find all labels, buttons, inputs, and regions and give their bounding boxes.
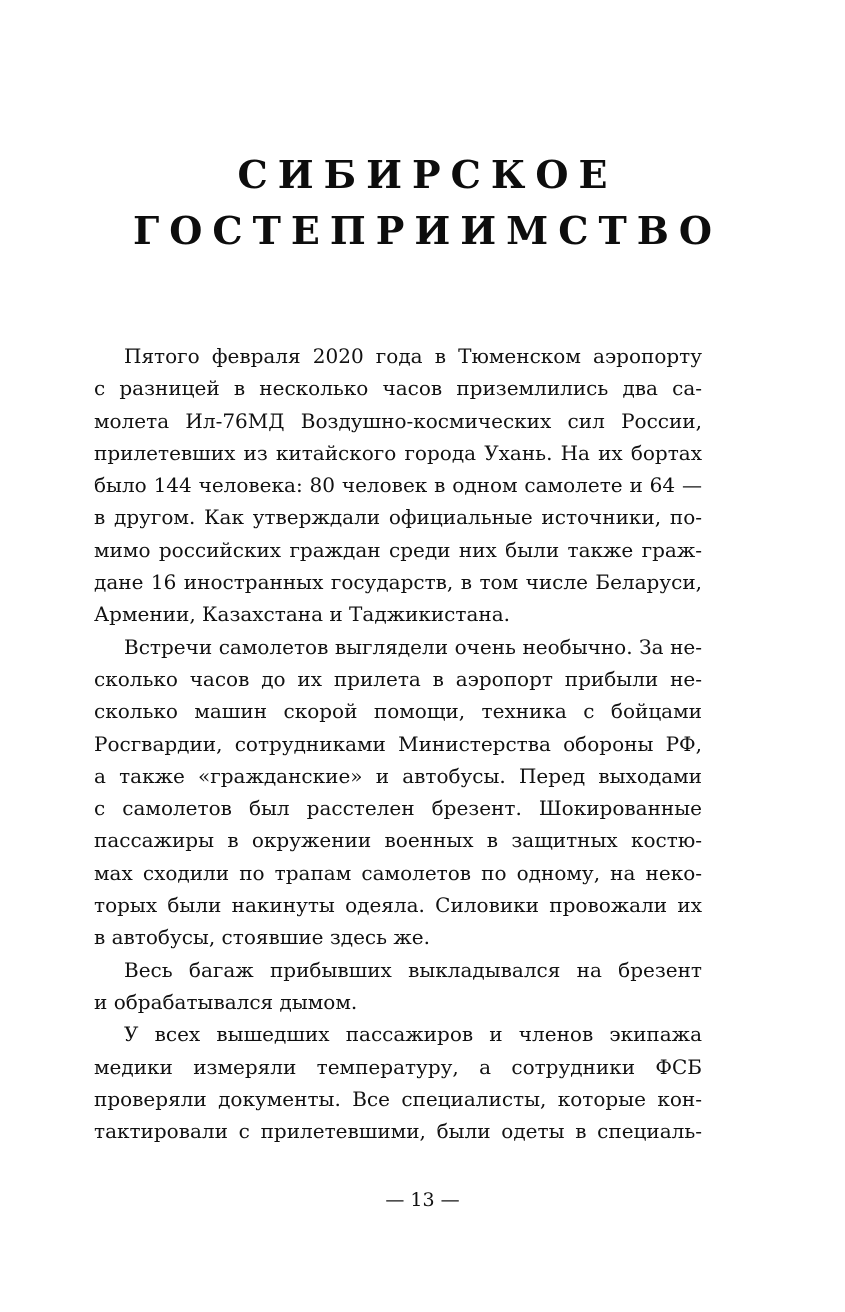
text-line: и обрабатывался дымом. — [94, 989, 358, 1014]
paragraph — [94, 1018, 702, 1147]
chapter-title-line-1: СИБИРСКОЕ — [237, 152, 618, 197]
text-line: торых были накинуты одеяла. Силовики провожали их — [94, 893, 702, 918]
text-line: Встречи самолетов выглядели очень необычно. За не- — [124, 634, 702, 659]
text-line: сколько часов до их прилета в аэропорт прибыли не- — [94, 666, 702, 691]
text-line: Весь багаж прибывших выкладывался на брезент — [124, 957, 702, 982]
text-line: сколько машин скорой помощи, техника с бойцами — [94, 699, 702, 724]
text-line: Росгвардии, сотрудниками Министерства обороны РФ, — [94, 731, 702, 756]
text-line: мимо российских граждан среди них были также граж- — [94, 537, 702, 562]
text-line: У всех вышедших пассажиров и членов экипажа — [124, 1022, 702, 1047]
text-line: прилетевших из китайского города Ухань. На их бортах — [94, 440, 702, 465]
text-line: Пятого февраля 2020 года в Тюменском аэропорту — [124, 344, 702, 368]
page-number: — 13 — — [385, 1189, 460, 1211]
text-line: мах сходили по трапам самолетов по одному, на неко- — [94, 860, 702, 885]
text-line: Армении, Казахстана и Таджикистана. — [94, 602, 510, 627]
text-line: тактировали с прилетевшими, были одеты в специаль- — [94, 1119, 702, 1144]
text-line: медики измеряли температуру, а сотрудники ФСБ — [94, 1054, 702, 1079]
paragraph — [94, 631, 702, 954]
paragraph — [94, 954, 702, 1019]
chapter-title-line-2: ГОСТЕПРИИМСТВО — [133, 208, 722, 253]
text-line: пассажиры в окружении военных в защитных костю- — [94, 828, 702, 853]
text-line: молета Ил-76МД Воздушно-космических сил России, — [94, 408, 702, 433]
body-text — [94, 340, 702, 1147]
text-line: было 144 человека: 80 человек в одном самолете и 64 — — [94, 473, 702, 498]
text-line: с разницей в несколько часов приземлились два са- — [94, 376, 702, 401]
text-line: с самолетов был расстелен брезент. Шокированные — [94, 796, 702, 821]
text-line: а также «гражданские» и автобусы. Перед выходами — [94, 763, 702, 788]
text-line: проверяли документы. Все специалисты, которые кон- — [94, 1086, 702, 1111]
text-line: дане 16 иностранных государств, в том числе Беларуси, — [94, 570, 702, 595]
paragraph — [94, 340, 702, 631]
text-line: в автобусы, стоявшие здесь же. — [94, 925, 430, 950]
text-line: в другом. Как утверждали официальные источники, по- — [94, 505, 702, 530]
